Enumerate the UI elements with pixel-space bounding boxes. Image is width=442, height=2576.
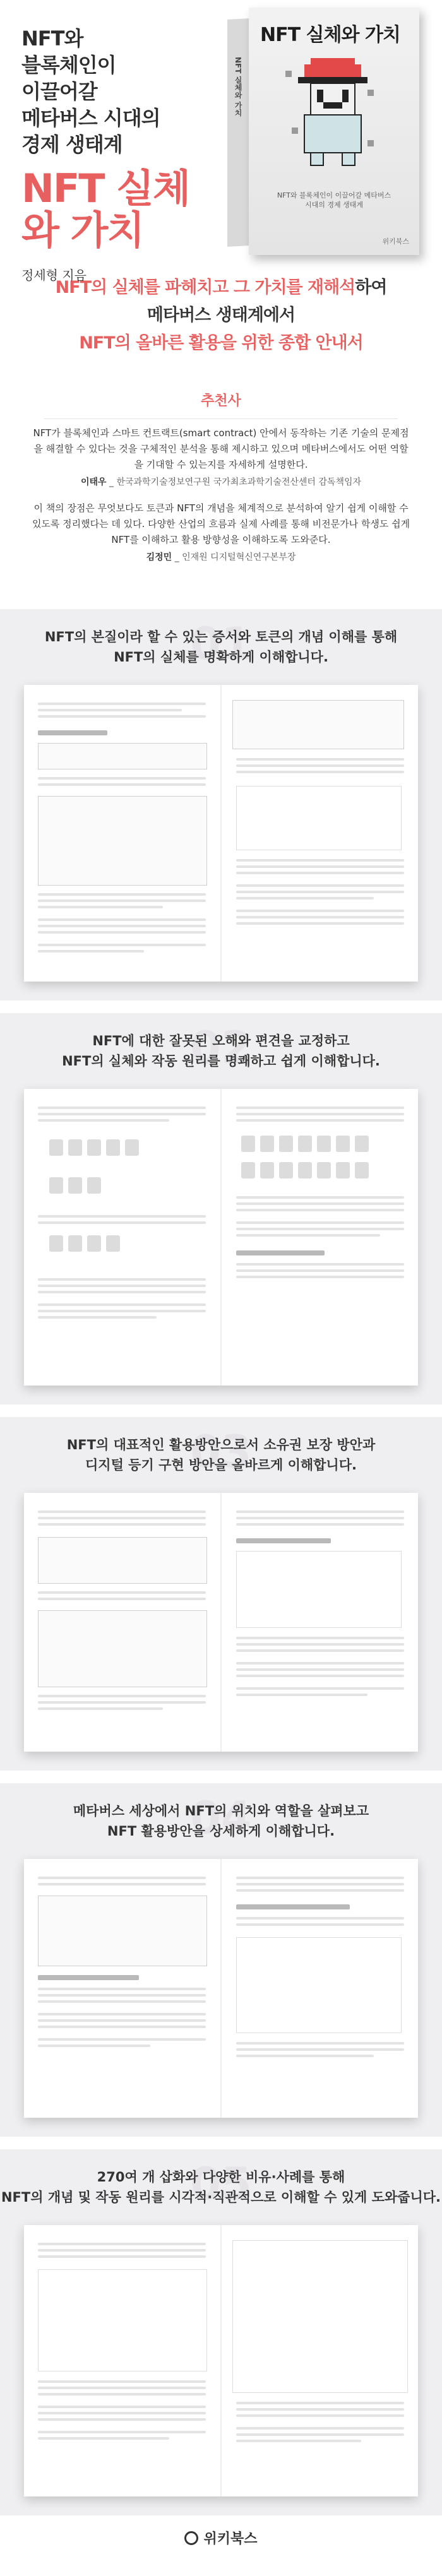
- book-spine: [227, 18, 249, 247]
- section-heading-line-1: 메타버스 세상에서 NFT의 위치와 역할을 살펴보고: [73, 1803, 369, 1819]
- section-heading-line-2: 디지털 등기 구현 방안을 올바르게 이해합니다.: [85, 1457, 357, 1473]
- illustration-row: [241, 1162, 369, 1178]
- left-page: [24, 685, 220, 982]
- publisher-name: 위키북스: [203, 2531, 258, 2547]
- book-gutter: [220, 2225, 222, 2496]
- feature-section-2: [0, 1013, 442, 1404]
- illustration-row: [49, 1177, 101, 1194]
- book-spread-preview: [24, 1859, 418, 2118]
- book-gutter: [220, 1859, 222, 2118]
- hero-tagline-line: 이끌어갈: [21, 80, 97, 104]
- section-heading: [0, 1783, 442, 1859]
- section-heading: [0, 1417, 442, 1493]
- recommender-signature-2: 김정민 _ 인재원 디지털혁신연구본부장: [146, 552, 296, 562]
- book-spread-preview: [24, 1089, 418, 1386]
- book-cover-image: [227, 8, 423, 255]
- recommendation-text-1: NFT가 블록체인과 스마트 컨트랙트(smart contract) 안에서 동작하는 기존 기술의 문제점을 해결할 수 있다는 것을 구체적인 분석을 통해 제시하고 있으며 메타버스에서도 어떤 역할을 기대할 수 있는지를 자세하게 설명한다.: [33, 427, 409, 470]
- recommender-name: 김정민: [146, 552, 172, 562]
- section-heading-line-1: NFT의 본질이라 할 수 있는 증서와 토큰의 개념 이해를 통해: [44, 629, 398, 644]
- book-spread-preview: [24, 2225, 418, 2496]
- illustration-row: [49, 1235, 120, 1252]
- section-heading-line-1: NFT의 대표적인 활용방안으로서 소유권 보장 방안과: [66, 1437, 376, 1452]
- recommendation-block: [0, 390, 442, 579]
- hero-copy: [21, 25, 224, 283]
- tagline-text: 하여: [355, 278, 387, 297]
- book-spine-title: NFT 실체와 가치: [234, 56, 242, 117]
- recommender-signature-1: 이태우 _ 한국과학기술정보연구원 국가최초과학기술전산센터 감독책임자: [80, 477, 362, 487]
- book-spread-preview: [24, 1493, 418, 1752]
- section-number: 05: [190, 2158, 252, 2210]
- pixel-character-illustration: [285, 52, 380, 178]
- hero-tagline-line: 블록체인이: [21, 53, 116, 77]
- section-heading-line-2: NFT의 개념 및 작동 원리를 시각적·직관적으로 이해할 수 있게 도와줍니다.: [1, 2190, 441, 2205]
- tagline-block: [0, 265, 442, 388]
- feature-section-5: [0, 2149, 442, 2515]
- section-heading-line-2: NFT의 실체와 작동 원리를 명쾌하고 쉽게 이해합니다.: [62, 1054, 380, 1069]
- book-front-cover: [249, 8, 419, 255]
- hero-tagline-line: 경제 생태계: [21, 133, 122, 157]
- right-page: [222, 1089, 418, 1386]
- tagline-highlight: NFT의 실체를 파헤치고 그 가치를 재해석: [55, 278, 355, 297]
- recommendation-text-2: 이 책의 장점은 무엇보다도 토큰과 NFT의 개념을 체계적으로 분석하여 알기 쉽게 이해할 수 있도록 정리했다는 데 있다. 다양한 산업의 흐름과 실제 사례를 통해 비전문가나 학생도 쉽게 NFT를 이해하고 활용 방향성을 이해하도록 도와준다.: [32, 502, 410, 545]
- divider: [44, 418, 398, 419]
- left-page: [24, 1089, 220, 1386]
- left-page: [24, 1493, 220, 1752]
- book-author: 정세형 지음: [21, 268, 87, 283]
- cover-title: NFT 실체와 가치: [260, 24, 400, 46]
- book-title: NFT 실체와 가치: [21, 165, 189, 253]
- book-gutter: [220, 685, 222, 982]
- right-page: [222, 685, 418, 982]
- left-page: [24, 1859, 220, 2118]
- hero-tagline-line: 메타버스 시대의: [21, 106, 160, 130]
- publisher-logo: [0, 2528, 442, 2548]
- section-number: 03: [190, 1426, 252, 1478]
- cover-subtitle: NFT와 블록체인이 이끌어갈 메타버스 시대의 경제 생태계: [277, 191, 391, 209]
- right-page: [222, 1493, 418, 1752]
- section-number: 02: [190, 1022, 252, 1074]
- left-page: [24, 2225, 220, 2496]
- recommender-role: 인재원 디지털혁신연구본부장: [182, 552, 296, 562]
- cover-publisher: 위키북스: [382, 237, 409, 246]
- right-page: [222, 1859, 418, 2118]
- hero-tagline-line: NFT와: [21, 27, 83, 50]
- book-gutter: [220, 1089, 222, 1386]
- book-spread-preview: [24, 685, 418, 982]
- section-heading: [0, 609, 442, 685]
- right-page: [222, 2225, 418, 2496]
- section-heading-line-2: NFT 활용방안을 상세하게 이해합니다.: [107, 1824, 335, 1839]
- tagline-highlight: NFT의 올바른 활용을 위한 종합 안내서: [79, 333, 363, 353]
- publisher-logo-icon: [184, 2531, 198, 2545]
- feature-section-4: [0, 1783, 442, 2137]
- section-heading-line-1: 270여 개 삽화와 다양한 비유·사례를 통해: [97, 2169, 345, 2185]
- section-heading-line-2: NFT의 실체를 명확하게 이해합니다.: [114, 650, 328, 665]
- section-number: 01: [190, 618, 252, 670]
- section-number: 04: [190, 1792, 252, 1844]
- section-heading: [0, 2149, 442, 2225]
- recommender-role: 한국과학기술정보연구원 국가최초과학기술전산센터 감독책임자: [116, 477, 362, 487]
- tagline-line-2: 메타버스 생태계에서: [146, 306, 296, 325]
- tagline-line-3: [0, 329, 442, 357]
- section-heading-line-1: NFT에 대한 잘못된 오해와 편견을 교정하고: [92, 1033, 350, 1048]
- book-gutter: [220, 1493, 222, 1752]
- recommender-name: 이태우: [80, 477, 107, 487]
- feature-section-3: [0, 1417, 442, 1771]
- hero-banner: [0, 0, 442, 283]
- feature-section-1: [0, 609, 442, 1000]
- section-heading: [0, 1013, 442, 1089]
- illustration-row: [49, 1139, 139, 1156]
- illustration-row: [241, 1136, 369, 1152]
- recommendation-title: 추천사: [201, 393, 241, 409]
